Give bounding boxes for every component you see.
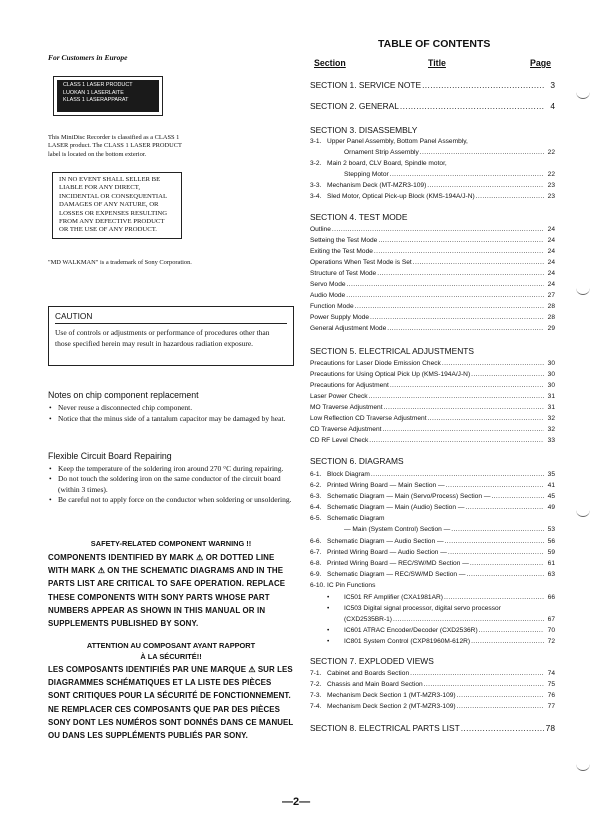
flex-board-title: Flexible Circuit Board Repairing [48,451,172,461]
binder-mark [576,764,590,771]
safety-warning-title: SAFETY-RELATED COMPONENT WARNING !! [90,539,252,548]
toc-entry-3-2-cont[interactable]: Stepping Motor ..... 22 [310,170,555,179]
list-item: • Notice that the minus side of a tantalum capacitor may be damaged by heat. [48,414,294,425]
toc-entry[interactable]: Low Reflection CD Traverse Adjustment ..... 32 [310,414,555,423]
toc-entry-ic501[interactable]: • IC501 RF Amplifier (CXA1981AR) ..... 66 [310,593,555,602]
toc-entry-6-9[interactable]: 6-9. Schematic Diagram — REC/SW/MD Section — ..... 63 [310,570,555,579]
toc-entry[interactable]: Structure of Test Mode ..... 24 [310,269,555,278]
toc-entry[interactable]: Precautions for Laser Diode Emission Check ..... 30 [310,359,555,368]
toc-entry-ic503[interactable]: • IC503 Digital signal processor, digital servo processor [327,605,501,612]
list-item: • Never reuse a disconnected chip component. [48,403,294,414]
toc-entry[interactable]: CD RF Level Check ..... 33 [310,436,555,445]
binder-mark [576,92,590,99]
toc-entry-6-6[interactable]: 6-6. Schematic Diagram — Audio Section — ..... 56 [310,537,555,546]
toc-entry[interactable]: MO Traverse Adjustment ..... 31 [310,403,555,412]
toc-entry-3-2[interactable]: 3-2. Main 2 board, CLV Board, Spindle motor, [310,160,447,167]
trademark-note: "MD WALKMAN" is a trademark of Sony Corporation. [48,259,192,266]
toc-entry[interactable]: Power Supply Mode ..... 28 [310,313,555,322]
toc-entry-3-1[interactable]: 3-1. Upper Panel Assembly, Bottom Panel Assembly, [310,138,468,145]
page-number: —2— [282,796,311,808]
toc-section-3[interactable]: SECTION 3. DISASSEMBLY [310,125,418,135]
liability-notice: IN NO EVENT SHALL SELLER BE LIABLE FOR ANY DIRECT, INCIDENTAL OR CONSEQUENTIAL DAMAGES OF ANY NATURE, OR LOSSES OR EXPENSES RESULTING FROM ANY DEFECTIVE PRODUCT OR THE USE OF ANY PRODUCT. [52,172,182,239]
toc-entry[interactable]: Precautions for Adjustment ..... 30 [310,381,555,390]
caution-title: CAUTION [55,311,93,321]
toc-entry[interactable]: Function Mode ..... 28 [310,302,555,311]
toc-entry[interactable]: CD Traverse Adjustment ..... 32 [310,425,555,434]
french-warning-title-line: À LA SÉCURITÉ!! [140,652,202,661]
toc-entry[interactable]: Servo Mode ..... 24 [310,280,555,289]
laser-label-line: LUOKAN 1 LASERLAITE [63,89,124,96]
toc-section-7[interactable]: SECTION 7. EXPLODED VIEWS [310,656,434,666]
toc-entry[interactable]: General Adjustment Mode ..... 29 [310,324,555,333]
toc-section-5[interactable]: SECTION 5. ELECTRICAL ADJUSTMENTS [310,346,474,356]
flex-board-list [48,464,298,506]
toc-header-section: Section [314,58,346,68]
toc-header-page: Page [530,58,552,68]
toc-entry[interactable]: Audio Mode ..... 27 [310,291,555,300]
binder-mark [576,288,590,295]
toc-entry-6-8[interactable]: 6-8. Printed Wiring Board — REC/SW/MD Section — ..... 61 [310,559,555,568]
toc-section-8[interactable]: SECTION 8. ELECTRICAL PARTS LIST ..... 78 [310,723,555,733]
toc-section-6[interactable]: SECTION 6. DIAGRAMS [310,456,404,466]
toc-section-4[interactable]: SECTION 4. TEST MODE [310,212,408,222]
toc-entry[interactable]: Operations When Test Mode is Set ..... 24 [310,258,555,267]
toc-entry-ic801[interactable]: • IC801 System Control (CXP81960M-612R) ..... 72 [310,637,555,646]
toc-entry-6-3[interactable]: 6-3. Schematic Diagram — Main (Servo/Process) Section — ..... 45 [310,492,555,501]
french-warning-title [48,640,294,662]
toc-entry-3-4[interactable]: 3-4. Sled Motor, Optical Pick-up Block (KMS-194A/J-N) ..... 23 [310,192,555,201]
toc-entry[interactable]: Precautions for Using Optical Pick Up (KMS-194A/J-N) ..... 30 [310,370,555,379]
toc-entry[interactable]: Exiting the Test Mode ..... 24 [310,247,555,256]
toc-title: TABLE OF CONTENTS [378,38,491,50]
toc-section-1[interactable]: SECTION 1. SERVICE NOTE ..... 3 [310,80,555,90]
toc-entry-3-3[interactable]: 3-3. Mechanism Deck (MT-MZR3-109) ..... 23 [310,181,555,190]
french-warning-title-line: ATTENTION AU COMPOSANT AYANT RAPPORT [86,641,256,650]
toc-entry-6-4[interactable]: 6-4. Schematic Diagram — Main (Audio) Section — ..... 49 [310,503,555,512]
toc-entry[interactable]: Laser Power Check ..... 31 [310,392,555,401]
toc-entry-7-4[interactable]: 7-4. Mechanism Deck Section 2 (MT-MZR3-109) ..... 77 [310,702,555,711]
toc-entry[interactable]: Outline ..... 24 [310,225,555,234]
laser-class-label [53,76,163,116]
toc-entry-7-3[interactable]: 7-3. Mechanism Deck Section 1 (MT-MZR3-109) ..... 76 [310,691,555,700]
chip-replacement-title: Notes on chip component replacement [48,390,199,400]
toc-entry-6-5-cont[interactable]: — Main (System Control) Section — ..... 53 [310,525,555,534]
toc-entry-3-1-cont[interactable]: Ornament Strip Assembly ..... 22 [310,148,555,157]
list-item: • Be careful not to apply force on the conductor when soldering or unsoldering. [48,495,298,505]
toc-entry-7-2[interactable]: 7-2. Chassis and Main Board Section ..... 75 [310,680,555,689]
toc-section-2[interactable]: SECTION 2. GENERAL ..... 4 [310,101,555,111]
list-item: • Do not touch the soldering iron on the same conductor of the circuit board (within 3 times). [48,474,298,495]
toc-entry-6-10[interactable]: 6-10. IC Pin Functions [310,582,376,589]
laser-label-line: KLASS 1 LASERAPPARAT [63,97,129,103]
toc-entry-ic503-cont[interactable]: (CXD2535BR-1) ..... 67 [310,615,555,624]
laser-class-note: This MiniDisc Recorder is classified as a CLASS 1 LASER product. The CLASS 1 LASER PRODUCT label is located on the bottom exterior. [48,134,182,158]
toc-entry-6-5[interactable]: 6-5. Schematic Diagram [310,515,385,522]
safety-warning-body: COMPONENTS IDENTIFIED BY MARK ⚠ OR DOTTED LINE WITH MARK ⚠ ON THE SCHEMATIC DIAGRAMS AND IN THE PARTS LIST ARE CRITICAL TO SAFE OPERATION. REPLACE THESE COMPONENTS WITH SONY PARTS WHOSE PART NUMBERS APPEAR AS SHOWN IN THIS MANUAL OR IN SUPPLEMENTS PUBLISHED BY SONY. [48,553,286,629]
caution-box [48,306,294,366]
caution-text: Use of controls or adjustments or performance of procedures other than those specified herein may result in hazardous radiation exposure. [55,328,270,348]
toc-entry-6-2[interactable]: 6-2. Printed Wiring Board — Main Section — ..... 41 [310,481,555,490]
caution-divider [55,323,287,324]
toc-header-title: Title [428,58,446,68]
toc-entry-6-1[interactable]: 6-1. Block Diagram ..... 35 [310,470,555,479]
laser-label-line: CLASS 1 LASER PRODUCT [63,82,133,88]
toc-entry-7-1[interactable]: 7-1. Cabinet and Boards Section ..... 74 [310,669,555,678]
toc-entry-ic601[interactable]: • IC601 ATRAC Encoder/Decoder (CXD2536R) ..... 70 [310,626,555,635]
french-warning-body: LES COMPOSANTS IDENTIFIÉS PAR UNE MARQUE ⚠ SUR LES DIAGRAMMES SCHÉMATIQUES ET LA LISTE DES PIÈCES SONT CRITIQUES POUR LA SÉCURITÉ DE FONCTIONNEMENT. NE REMPLACER CES COMPOSANTS QUE PAR DES PIÈCES SONY DONT LES NUMÉROS SONT DONNÉS DANS CE MANUEL OU DANS LES SUPPLÉMENTS PUBLIÉS PAR SONY. [48,665,294,741]
for-customers-europe: For Customers in Europe [48,53,128,62]
list-item: • Keep the temperature of the soldering iron around 270 °C during repairing. [48,464,298,474]
chip-replacement-list [48,403,294,424]
toc-entry[interactable]: Setteing the Test Mode ..... 24 [310,236,555,245]
toc-entry-6-7[interactable]: 6-7. Printed Wiring Board — Audio Section — ..... 59 [310,548,555,557]
binder-mark [576,510,590,517]
